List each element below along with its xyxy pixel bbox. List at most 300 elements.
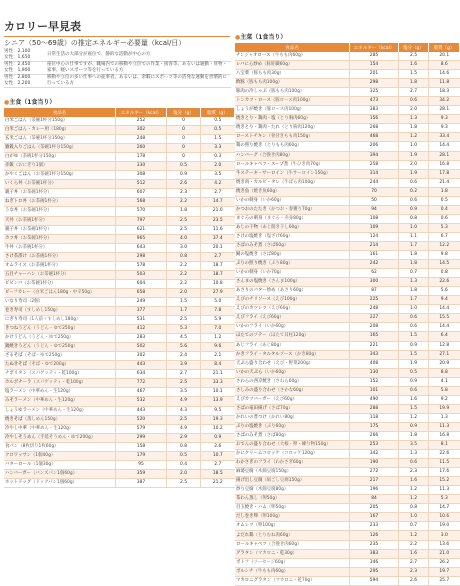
energy-cell: 260 <box>116 144 167 153</box>
food-name-cell <box>4 388 116 397</box>
fat-cell: 5.9 <box>201 316 235 325</box>
food-amount: （手延そうめん・ゆで200g） <box>35 434 96 440</box>
table-row <box>4 352 235 361</box>
food-name-cell <box>4 171 116 180</box>
salt-cell: 1.8 <box>399 431 429 440</box>
male-energy: 男性：2,450 <box>4 62 31 67</box>
food-name: いかの天ぷら <box>236 369 263 375</box>
salt-cell: 5.6 <box>167 343 201 352</box>
food-name-cell <box>4 126 116 135</box>
column-header: エネルギー（kcal） <box>116 108 167 117</box>
table-row <box>235 115 460 124</box>
table-row <box>4 126 235 135</box>
salt-cell: 2.3 <box>399 468 429 477</box>
salt-cell: 4.9 <box>167 397 201 406</box>
food-name-cell <box>4 153 116 162</box>
energy-cell: 578 <box>116 261 167 270</box>
salt-cell: 1.6 <box>399 61 429 70</box>
food-name-cell <box>4 117 116 126</box>
food-name-cell <box>4 306 116 315</box>
energy-cell: 342 <box>350 450 399 459</box>
fat-cell: 16.8 <box>429 160 460 169</box>
table-row <box>4 478 235 487</box>
food-amount: （中華めん・生120g） <box>26 389 74 395</box>
table-row <box>235 531 460 540</box>
energy-cell: 607 <box>116 189 167 198</box>
food-amount: （コロッケ120g） <box>279 451 318 457</box>
food-name-cell <box>235 486 350 495</box>
food-amount: （焼き魚60g） <box>249 188 280 194</box>
table-row <box>4 288 235 297</box>
energy-cell: 178 <box>116 153 167 162</box>
table-row <box>235 441 460 450</box>
food-name: トンカツ・ロース <box>236 98 271 104</box>
fat-cell: 18.7 <box>201 261 235 270</box>
food-name-cell <box>4 297 116 306</box>
fat-cell: 2.7 <box>201 252 235 261</box>
salt-cell: 2.5 <box>167 415 201 424</box>
food-name-cell <box>235 341 350 350</box>
food-name: かれいの煮つけ <box>236 414 267 420</box>
table-row <box>235 260 460 269</box>
food-name: きつねうどん <box>5 326 32 332</box>
salt-cell: 1.8 <box>399 251 429 260</box>
table-row <box>4 171 235 180</box>
energy-cell: 604 <box>116 279 167 288</box>
food-name-cell <box>4 451 116 460</box>
energy-cell: 272 <box>350 468 399 477</box>
food-amount: （お茶碗1杯分） <box>13 217 48 223</box>
table-row <box>235 124 460 133</box>
salt-cell: 1.1 <box>399 232 429 241</box>
salt-cell: 1.7 <box>399 296 429 305</box>
column-header: 脂質（g） <box>201 108 235 117</box>
table-row <box>4 325 235 334</box>
salt-cell: 0 <box>167 144 201 153</box>
energy-cell: 634 <box>116 370 167 379</box>
salt-cell: 0.7 <box>399 269 429 278</box>
food-name: 鶏の照り焼き <box>236 143 263 149</box>
food-amount: （かき80g） <box>292 351 319 357</box>
food-name: さばのみそ煮 <box>236 432 263 438</box>
food-name: 巻き寿司 <box>5 308 23 313</box>
table-row <box>235 341 460 350</box>
energy-cell: 50 <box>350 196 399 205</box>
table-row <box>235 106 460 115</box>
energy-cell: 531 <box>116 316 167 325</box>
food-amount: （牛ひき肉70g） <box>288 161 323 167</box>
fat-cell: 7.8 <box>201 306 235 315</box>
food-name-cell <box>4 460 116 469</box>
food-name-cell <box>235 223 350 232</box>
salt-cell: 0.9 <box>399 377 429 386</box>
energy-cell: 252 <box>116 117 167 126</box>
table-row <box>235 287 460 296</box>
food-name: かきフライ・タルタルソース <box>236 351 293 357</box>
food-name: 天ぷら盛り合わせ <box>236 360 272 366</box>
salt-cell: 1.8 <box>399 79 429 88</box>
table-row <box>235 278 460 287</box>
energy-cell: 295 <box>350 567 399 576</box>
food-name-cell <box>235 558 350 567</box>
food-name: 親子丼 <box>5 226 19 232</box>
salt-cell: 0.6 <box>399 314 429 323</box>
table-row <box>4 198 235 207</box>
food-name: 雑穀入りごはん <box>5 145 36 151</box>
fat-cell: 14.7 <box>429 504 460 513</box>
food-name: 鍋焼きうどん <box>5 344 32 350</box>
food-name-cell <box>4 198 116 207</box>
food-name: わかさぎのフライ <box>236 460 271 466</box>
food-name-cell <box>4 234 116 243</box>
table-row <box>235 205 460 214</box>
food-name: カルボナーラ <box>5 380 32 386</box>
page-subtitle: シニア（50〜69歳）の推定エネルギー必要量（kcal/日） <box>4 39 186 47</box>
food-name: かつおのたたき <box>236 206 267 212</box>
food-name: 麻婆豆腐 <box>236 469 254 475</box>
fat-cell: 10.1 <box>201 388 235 397</box>
food-name-cell <box>4 424 116 433</box>
fat-cell: 8.4 <box>201 361 235 370</box>
salt-cell: 3.0 <box>167 243 201 252</box>
fat-cell: 9.2 <box>429 395 460 404</box>
food-name: 天丼 <box>5 217 14 223</box>
food-name-cell <box>235 88 350 97</box>
food-amount: （お茶碗1杯分150g） <box>31 172 77 178</box>
table-row <box>4 207 235 216</box>
food-amount: （えび・野菜200g） <box>271 360 314 366</box>
senior-level-row <box>4 49 231 62</box>
salt-cell: 0.8 <box>167 442 201 451</box>
senior-level-row <box>4 75 231 88</box>
table-row <box>4 243 235 252</box>
salt-cell: 1.9 <box>399 169 429 178</box>
senior-level-values <box>4 75 44 88</box>
fat-cell: 0.6 <box>429 214 460 223</box>
salt-cell: 1.8 <box>399 287 429 296</box>
food-name: あさりのバター炒め <box>236 288 276 294</box>
salt-cell: 0.9 <box>399 422 429 431</box>
senior-level-description: 座位中心の仕事ですが、職場内での移動や立位での作業・接客等、あるいは通勤・買物・家事、軽いスポーツ等を行っている方 <box>44 62 231 75</box>
food-name-cell <box>4 243 116 252</box>
salt-cell: 2.7 <box>167 370 201 379</box>
energy-cell: 512 <box>116 180 167 189</box>
food-name: マカロニグラタン <box>236 577 272 583</box>
table-row <box>4 469 235 478</box>
table-row <box>235 386 460 395</box>
salt-cell: 2.2 <box>167 261 201 270</box>
fat-cell: 17.6 <box>429 468 460 477</box>
table-row <box>4 225 235 234</box>
fat-cell: 21.1 <box>201 370 235 379</box>
food-name-cell <box>4 180 116 189</box>
energy-cell: 283 <box>116 334 167 343</box>
food-amount: （合挽き肉60g） <box>266 541 302 547</box>
food-amount: （合挽き肉80g） <box>257 152 293 158</box>
fat-cell: 19.7 <box>429 567 460 576</box>
food-amount: （さば60g） <box>262 243 289 248</box>
food-name-cell <box>235 504 350 513</box>
food-name: 鯖の塩焼き <box>236 252 258 258</box>
food-name: 酢豚 <box>236 80 245 86</box>
food-amount: （いか70g） <box>257 270 284 276</box>
food-name-cell <box>235 269 350 278</box>
salt-cell: 1.9 <box>399 151 429 160</box>
fat-cell: 2.7 <box>201 460 235 469</box>
food-name-cell <box>4 343 116 352</box>
salt-cell: 2.7 <box>399 558 429 567</box>
fat-cell: 4.2 <box>201 180 235 189</box>
food-name: 揚げ出し豆腐 <box>236 478 263 484</box>
energy-cell: 217 <box>350 477 399 486</box>
food-name: えびカツバーガー <box>236 396 271 402</box>
food-name: いかの刺身 <box>236 270 258 276</box>
food-amount: （そば・ゆで200g） <box>26 362 69 368</box>
food-name-cell <box>235 431 350 440</box>
food-name: 焼き肉・カルビ・タレ <box>236 179 280 185</box>
table-row <box>235 368 460 377</box>
energy-cell: 299 <box>116 433 167 442</box>
fat-cell: 2.6 <box>201 442 235 451</box>
fat-cell: 11.8 <box>429 79 460 88</box>
food-amount: （茶碗1杯分150g） <box>35 145 77 151</box>
food-amount: （えび100g） <box>270 297 300 303</box>
table-row <box>4 270 235 279</box>
food-amount: （骨付きもも肉150g） <box>266 134 313 140</box>
food-name: ぶりの塩焼き <box>236 423 263 429</box>
food-name: えびのカツレツ <box>236 306 267 312</box>
food-name: 冷やし中華 <box>5 425 27 431</box>
food-amount: （あじ80g） <box>257 342 284 348</box>
food-name: チンジャオロース <box>236 53 271 59</box>
food-name: ハンバーグ <box>236 152 258 158</box>
salt-cell: 2.6 <box>167 180 201 189</box>
table-row <box>4 216 235 225</box>
fat-cell: 11.5 <box>429 459 460 468</box>
energy-cell: 325 <box>350 88 399 97</box>
food-name: ロールキャベツ <box>236 541 267 547</box>
column-header: 塩分（g） <box>399 43 429 52</box>
salt-cell: 1.7 <box>399 241 429 250</box>
food-name: ぶりの照り焼き <box>236 261 267 267</box>
food-amount: （お茶碗1杯分） <box>26 253 61 259</box>
fat-cell: 15.2 <box>429 477 460 486</box>
energy-cell: 343 <box>350 350 399 359</box>
fat-cell: 11.3 <box>429 486 460 495</box>
fat-cell: 3.3 <box>201 144 235 153</box>
food-name-cell <box>4 207 116 216</box>
food-amount: （中華めん・生120g） <box>31 398 78 404</box>
fat-cell: 33.4 <box>429 133 460 142</box>
salt-cell: 0.6 <box>399 386 429 395</box>
food-name: 白米ごはん <box>5 118 27 124</box>
energy-cell: 94 <box>350 205 399 214</box>
salt-cell: 0.6 <box>399 97 429 106</box>
energy-cell: 227 <box>350 314 399 323</box>
fat-cell: 25.7 <box>429 576 460 585</box>
salt-cell: 2.5 <box>167 225 201 234</box>
salt-cell: 0.6 <box>399 459 429 468</box>
food-amount: （お茶碗1杯分） <box>26 199 61 205</box>
energy-cell: 244 <box>350 178 399 187</box>
energy-cell: 87 <box>350 287 399 296</box>
food-name-cell <box>235 115 350 124</box>
energy-cell: 394 <box>350 151 399 160</box>
food-name-cell <box>235 287 350 296</box>
food-name: ボルシチ <box>236 568 254 574</box>
food-amount: （茶碗1杯分150g） <box>26 118 68 124</box>
food-name: うな丼 <box>5 208 19 214</box>
table-row <box>4 379 235 388</box>
table-row <box>235 88 460 97</box>
staple-food-table <box>4 108 235 488</box>
fat-cell: 0.8 <box>429 269 460 278</box>
food-name: ハンバーガー <box>5 470 31 476</box>
food-amount: （豚もも肉30g） <box>249 71 284 77</box>
energy-cell: 126 <box>350 531 399 540</box>
fat-cell: 21.0 <box>201 207 235 216</box>
food-amount: （お茶碗1杯分） <box>35 271 69 277</box>
table-row <box>235 251 460 260</box>
food-name-cell <box>235 278 350 287</box>
table-row <box>4 442 235 451</box>
column-header: 脂質（g） <box>429 43 460 52</box>
table-row <box>4 316 235 325</box>
salt-cell: 1.9 <box>399 359 429 368</box>
food-name: グラタン <box>236 550 254 556</box>
food-name: かやくごはん <box>5 172 32 178</box>
table-row <box>235 359 460 368</box>
fat-cell: 19.9 <box>429 404 460 413</box>
food-name-cell <box>4 370 116 379</box>
food-amount: （白米ごはん180g・中辛50g） <box>30 289 95 295</box>
bullet-dot-icon: ● <box>4 99 10 106</box>
food-name: 茶わん蒸し <box>236 496 258 502</box>
food-amount: （わかさぎ60g） <box>271 460 306 466</box>
salt-cell: 0.6 <box>399 178 429 187</box>
energy-cell: 520 <box>116 415 167 424</box>
salt-cell: 2.7 <box>399 88 429 97</box>
energy-cell: 568 <box>116 198 167 207</box>
senior-level-values <box>4 62 44 75</box>
table-row <box>235 142 460 151</box>
fat-cell: 0.9 <box>201 433 235 442</box>
salt-cell: 1.8 <box>167 207 201 216</box>
food-name-cell <box>235 404 350 413</box>
fat-cell: 5.3 <box>429 223 460 232</box>
fat-cell: 9.8 <box>429 251 460 260</box>
food-name: 炒り豆腐 <box>236 487 254 493</box>
salt-cell: 0.2 <box>399 187 429 196</box>
food-name: さけの塩焼き <box>236 233 263 239</box>
food-name-cell <box>4 352 116 361</box>
table-row <box>235 377 460 386</box>
energy-cell: 308 <box>116 171 167 180</box>
energy-cell: 242 <box>350 260 399 269</box>
table-row <box>235 314 460 323</box>
food-name-cell <box>235 124 350 133</box>
energy-cell: 258 <box>350 160 399 169</box>
food-amount: （とり胸肉60g） <box>275 116 311 122</box>
energy-cell: 302 <box>116 126 167 135</box>
food-name-cell <box>4 442 116 451</box>
food-amount: （かつお・春獲り70g） <box>266 206 315 212</box>
fat-cell: 27.1 <box>429 350 460 359</box>
fat-cell: 23.5 <box>201 216 235 225</box>
food-name: かけうどん <box>5 335 27 341</box>
food-name: 焼きとり・鶏肉・塩 <box>236 116 276 122</box>
food-name-cell <box>235 52 350 61</box>
food-name-cell <box>4 261 116 270</box>
table-row <box>235 540 460 549</box>
female-energy: 女性：1,650 <box>4 55 31 60</box>
food-amount: （マカロニ・乾30g） <box>253 550 298 556</box>
energy-cell: 346 <box>350 558 399 567</box>
food-name-cell <box>235 205 350 214</box>
fat-cell: 5.8 <box>429 386 460 395</box>
fat-cell: 9.5 <box>201 406 235 415</box>
food-name: ビーフカレー <box>5 289 31 295</box>
food-name-cell <box>4 433 116 442</box>
energy-cell: 468 <box>350 133 399 142</box>
fat-cell: 27.9 <box>201 288 235 297</box>
table-row <box>235 431 460 440</box>
salt-cell: 0.9 <box>167 171 201 180</box>
food-name-cell <box>235 106 350 115</box>
table-row <box>235 178 460 187</box>
food-amount: （お茶碗1杯分） <box>18 226 52 232</box>
food-name-cell <box>235 61 350 70</box>
energy-cell: 101 <box>350 386 399 395</box>
food-amount: （すしめし150g） <box>22 308 61 313</box>
food-amount: （8枚切り1枚60g） <box>18 443 59 449</box>
food-amount: （さんま100g） <box>266 279 300 285</box>
food-name: いくら丼 <box>5 181 23 187</box>
energy-cell: 84 <box>350 495 399 504</box>
table-row <box>235 522 460 531</box>
energy-cell: 359 <box>116 469 167 478</box>
fat-cell: 14.4 <box>429 323 460 332</box>
fat-cell: 1.5 <box>201 135 235 144</box>
table-row <box>235 223 460 232</box>
salt-cell: 1.3 <box>399 278 429 287</box>
food-name-cell <box>235 567 350 576</box>
salt-cell: 2.4 <box>167 352 201 361</box>
fat-cell: 28.1 <box>429 151 460 160</box>
food-name: 目玉焼き・ハム <box>236 505 267 511</box>
energy-cell: 95 <box>116 460 167 469</box>
food-amount: （塩ざけ60g） <box>262 233 293 239</box>
energy-cell: 152 <box>350 377 399 386</box>
food-name-cell <box>4 325 116 334</box>
food-name: さばの竜田揚げ <box>236 405 267 411</box>
food-name-cell <box>235 386 350 395</box>
table-row <box>235 160 460 169</box>
food-name-cell <box>235 477 350 486</box>
fat-cell: 12.8 <box>429 341 460 350</box>
food-amount: （おにぎり1個） <box>13 163 48 169</box>
food-amount: （バンズパン1個60g） <box>30 470 78 476</box>
food-amount: （えび60g） <box>257 315 284 321</box>
food-amount: （えび60g） <box>266 306 293 312</box>
food-name: レバにら炒め <box>236 62 263 68</box>
food-amount: （茶碗1杯分150g） <box>18 154 59 160</box>
food-name: 八宝菜 <box>236 71 250 77</box>
salt-cell: 0.8 <box>399 504 429 513</box>
energy-cell: 214 <box>350 241 399 250</box>
food-amount: （豚もも肉100g） <box>266 89 305 95</box>
main-dish-table <box>235 43 460 586</box>
